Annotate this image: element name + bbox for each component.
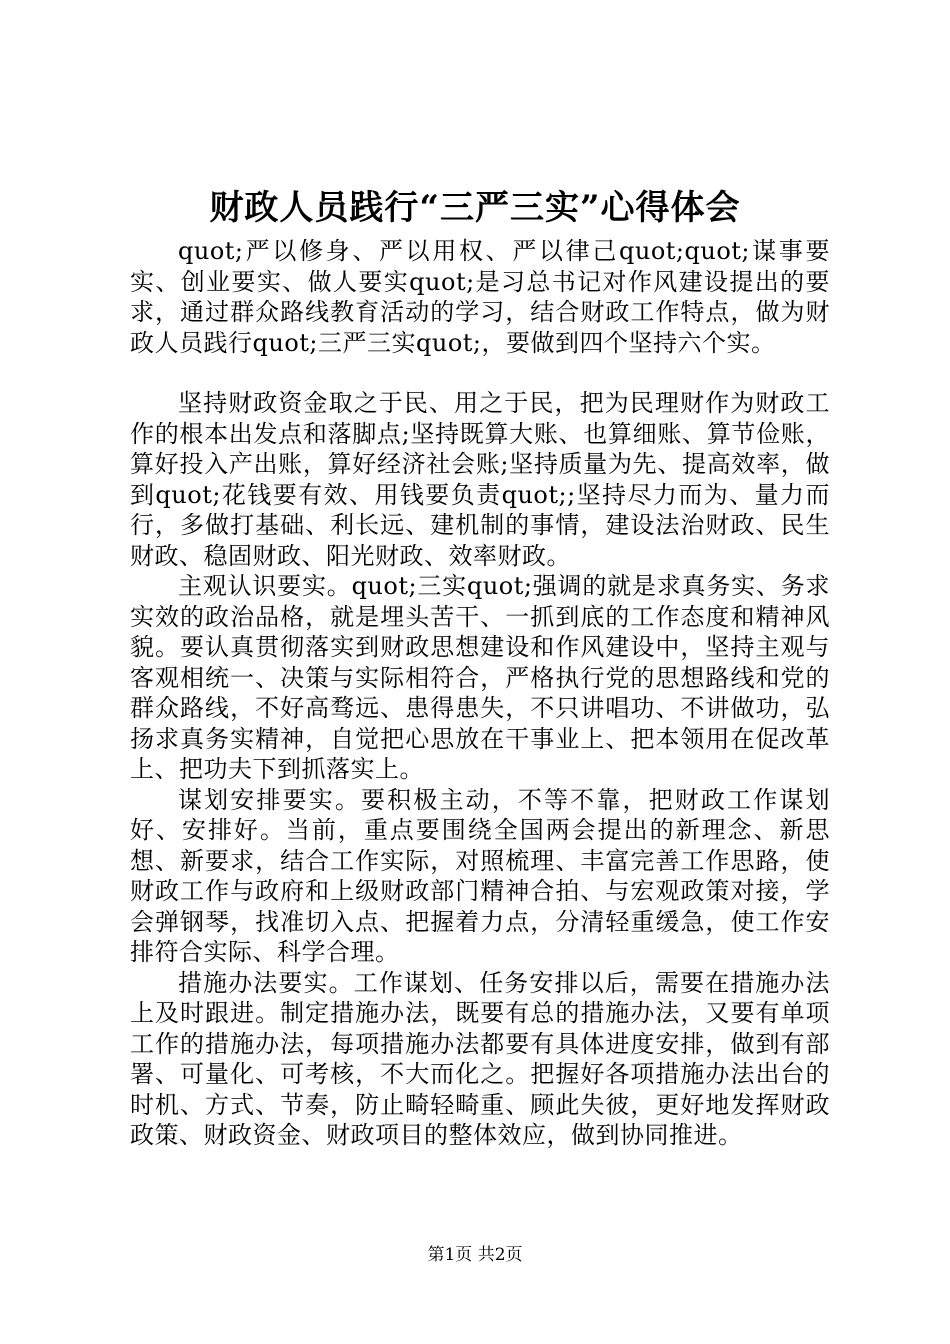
paragraph-planning-arrangement: 谋划安排要实。要积极主动，不等不靠，把财政工作谋划好、安排好。当前，重点要围绕全国两会提出的新理念、新思想、新要求，结合工作实际，对照梳理、丰富完善工作思路，使财政工作与政府和上级财政部门精神合拍、与宏观政策对接，学会弹钢琴，找准切入点、把握着力点，分清轻重缓急，使工作安排符合实际、科学合理。 [130, 785, 830, 966]
paragraph-four-persist: 坚持财政资金取之于民、用之于民，把为民理财作为财政工作的根本出发点和落脚点;坚持既算大账、也算细账、算节俭账，算好投入产出账，算好经济社会账;坚持质量为先、提高效率，做到quot;花钱要有效、用钱要负责quot;;坚持尽力而为、量力而行，多做打基础、利长远、建机制的事情，建设法治财政、民生财政、稳固财政、阳光财政、效率财政。 [130, 389, 830, 570]
document-title: 财政人员践行“三严三实”心得体会 [209, 188, 741, 228]
page-number-footer: 第1页 共2页 [427, 1245, 523, 1265]
paragraph-measures-methods: 措施办法要实。工作谋划、任务安排以后，需要在措施办法上及时跟进。制定措施办法，既要有总的措施办法，又要有单项工作的措施办法，每项措施办法都要有具体进度安排，做到有部署、可量化、可考核，不大而化之。把握好各项措施办法出台的时机、方式、节奏，防止畸轻畸重、顾此失彼，更好地发挥财政政策、财政资金、财政项目的整体效应，做到协同推进。 [130, 968, 830, 1149]
paragraph-subjective-understanding: 主观认识要实。quot;三实quot;强调的就是求真务实、务求实效的政治品格，就是埋头苦干、一抓到底的工作态度和精神风貌。要认真贯彻落实到财政思想建设和作风建设中，坚持主观与客观相统一、决策与实际相符合，严格执行党的思想路线和党的群众路线，不好高骛远、患得患失，不只讲唱功、不讲做功，弘扬求真务实精神，自觉把心思放在干事业上、把本领用在促改革上、把功夫下到抓落实上。 [130, 572, 830, 783]
paragraph-intro: quot;严以修身、严以用权、严以律己quot;quot;谋事要实、创业要实、做人要实quot;是习总书记对作风建设提出的要求，通过群众路线教育活动的学习，结合财政工作特点，做为财政人员践行quot;三严三实quot;，要做到四个坚持六个实。 [130, 237, 830, 357]
document-body [130, 236, 830, 1151]
